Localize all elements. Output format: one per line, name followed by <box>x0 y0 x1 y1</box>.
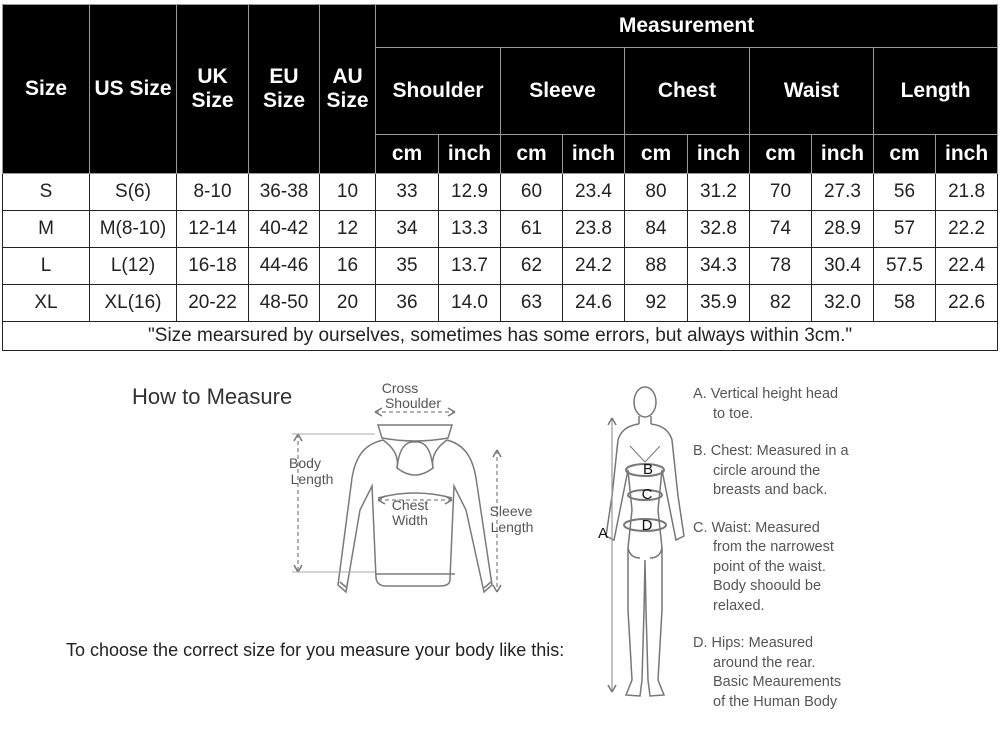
table-cell: 34 <box>376 211 439 248</box>
how-to-measure-title: How to Measure <box>132 384 293 409</box>
body-marker-d: D <box>641 517 653 534</box>
table-cell: 23.4 <box>563 174 625 211</box>
table-cell: 20 <box>320 285 376 322</box>
header-unit: cm <box>501 135 563 174</box>
table-cell: 30.4 <box>812 248 874 285</box>
table-row <box>3 248 998 285</box>
table-cell: 74 <box>750 211 812 248</box>
table-row <box>3 211 998 248</box>
table-cell: 32.0 <box>812 285 874 322</box>
table-cell: 56 <box>874 174 936 211</box>
legend-line: breasts and back. <box>713 482 828 498</box>
cross-shoulder-label: Cross <box>381 380 419 396</box>
measurement-legend <box>693 385 993 730</box>
table-cell: 28.9 <box>812 211 874 248</box>
table-cell: 16-18 <box>177 248 249 285</box>
legend-line: Basic Meaurements <box>713 674 842 690</box>
legend-line: Body shoould be <box>713 578 822 594</box>
table-cell: 84 <box>625 211 688 248</box>
table-cell: XL(16) <box>90 285 177 322</box>
table-cell: 14.0 <box>439 285 501 322</box>
body-marker-c: C <box>641 486 653 503</box>
legend-line: C. Waist: Measured <box>693 519 820 536</box>
header-unit: inch <box>563 135 625 174</box>
header-eu-size: EU Size <box>249 5 320 174</box>
header-unit: cm <box>625 135 688 174</box>
table-cell: 12 <box>320 211 376 248</box>
legend-line: A. Vertical height head <box>693 386 839 402</box>
table-cell: 33 <box>376 174 439 211</box>
table-cell: 22.2 <box>936 211 998 248</box>
table-cell: 22.6 <box>936 285 998 322</box>
table-cell: 57 <box>874 211 936 248</box>
header-measurement: Measurement <box>376 5 998 48</box>
header-uk-size: UK Size <box>177 5 249 174</box>
legend-line: from the narrowest <box>713 539 834 555</box>
size-chart-table <box>2 4 998 351</box>
header-unit: inch <box>688 135 750 174</box>
table-cell: 36 <box>376 285 439 322</box>
chest-width-label: Chest <box>391 497 429 513</box>
header-unit: cm <box>874 135 936 174</box>
table-cell: 58 <box>874 285 936 322</box>
table-cell: 78 <box>750 248 812 285</box>
table-cell: 31.2 <box>688 174 750 211</box>
table-cell: 61 <box>501 211 563 248</box>
table-cell: 35.9 <box>688 285 750 322</box>
table-cell: 80 <box>625 174 688 211</box>
body-length-label: Body <box>289 455 321 471</box>
table-cell: 70 <box>750 174 812 211</box>
table-cell: 34.3 <box>688 248 750 285</box>
table-cell: 62 <box>501 248 563 285</box>
table-cell: 57.5 <box>874 248 936 285</box>
table-cell: 12-14 <box>177 211 249 248</box>
table-row <box>3 285 998 322</box>
legend-line: point of the waist. <box>713 558 826 575</box>
table-cell: 92 <box>625 285 688 322</box>
human-body-figure <box>606 387 684 696</box>
legend-line: relaxed. <box>713 597 765 614</box>
header-au-size: AU Size <box>320 5 376 174</box>
table-cell: XL <box>3 285 90 322</box>
table-cell: L <box>3 248 90 285</box>
header-unit: inch <box>812 135 874 174</box>
header-waist: Waist <box>750 48 874 135</box>
legend-line: around the rear. <box>713 654 816 671</box>
legend-line: of the Human Body <box>713 693 838 710</box>
choose-size-instruction: To choose the correct size for you measure your body like this: <box>66 640 565 660</box>
header-sleeve: Sleeve <box>501 48 625 135</box>
svg-text:Width: Width <box>392 512 428 528</box>
table-cell: M(8-10) <box>90 211 177 248</box>
legend-item <box>693 385 993 424</box>
header-size: Size <box>3 5 90 174</box>
legend-item <box>693 634 993 712</box>
svg-text:Length: Length <box>490 519 534 535</box>
legend-item <box>693 519 993 617</box>
table-cell: 12.9 <box>439 174 501 211</box>
table-cell: M <box>3 211 90 248</box>
table-cell: L(12) <box>90 248 177 285</box>
table-cell: 32.8 <box>688 211 750 248</box>
legend-line: circle around the <box>713 462 821 479</box>
table-cell: 27.3 <box>812 174 874 211</box>
body-marker-a: A <box>597 525 609 542</box>
legend-line: B. Chest: Measured in a <box>693 443 849 459</box>
table-cell: 36-38 <box>249 174 320 211</box>
header-shoulder: Shoulder <box>376 48 501 135</box>
table-cell: 88 <box>625 248 688 285</box>
legend-line: D. Hips: Measured <box>693 635 814 651</box>
header-unit: inch <box>936 135 998 174</box>
table-cell: 60 <box>501 174 563 211</box>
table-row <box>3 174 998 211</box>
svg-text:Shoulder: Shoulder <box>384 395 442 411</box>
table-cell: 24.2 <box>563 248 625 285</box>
header-chest: Chest <box>625 48 750 135</box>
table-cell: 44-46 <box>249 248 320 285</box>
table-cell: 13.7 <box>439 248 501 285</box>
legend-line: to toe. <box>713 405 754 422</box>
sleeve-length-label: Sleeve <box>489 503 533 519</box>
header-length: Length <box>874 48 998 135</box>
table-cell: 35 <box>376 248 439 285</box>
header-unit: cm <box>750 135 812 174</box>
header-unit: cm <box>376 135 439 174</box>
header-unit: inch <box>439 135 501 174</box>
table-cell: S <box>3 174 90 211</box>
table-cell: 10 <box>320 174 376 211</box>
header-us-size: US Size <box>90 5 177 174</box>
table-cell: 24.6 <box>563 285 625 322</box>
table-cell: 63 <box>501 285 563 322</box>
table-cell: 40-42 <box>249 211 320 248</box>
table-cell: S(6) <box>90 174 177 211</box>
table-cell: 20-22 <box>177 285 249 322</box>
table-cell: 16 <box>320 248 376 285</box>
legend-item <box>693 442 993 501</box>
table-cell: 8-10 <box>177 174 249 211</box>
table-cell: 82 <box>750 285 812 322</box>
table-cell: 21.8 <box>936 174 998 211</box>
svg-text:Length: Length <box>290 471 334 487</box>
table-cell: 48-50 <box>249 285 320 322</box>
table-cell: 22.4 <box>936 248 998 285</box>
size-note: "Size mearsured by ourselves, sometimes has some errors, but always within 3cm." <box>3 322 998 351</box>
table-cell: 13.3 <box>439 211 501 248</box>
how-to-measure-section <box>0 360 1000 720</box>
table-cell: 23.8 <box>563 211 625 248</box>
body-marker-b: B <box>642 461 654 478</box>
